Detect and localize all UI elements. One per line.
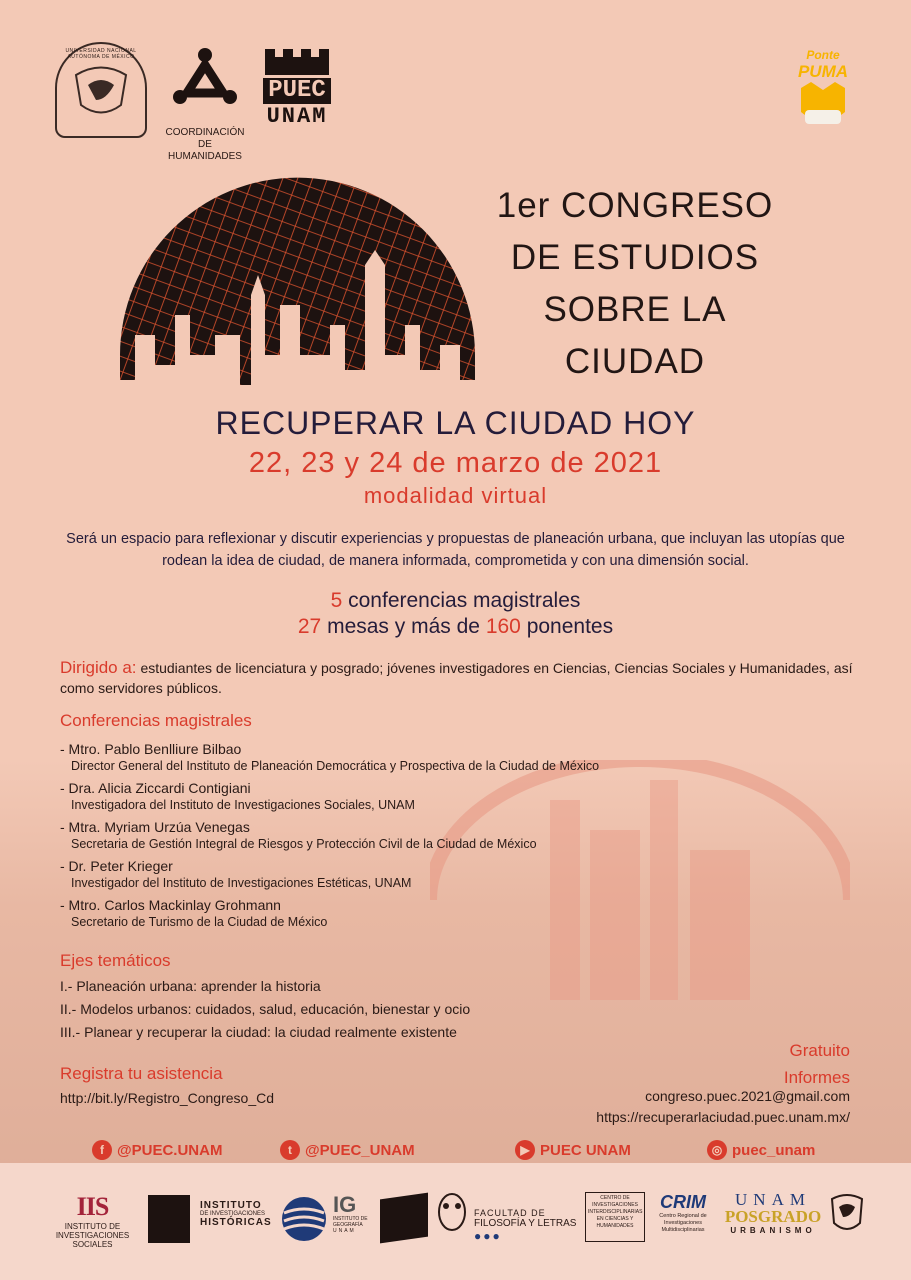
- coordinacion-line1: COORDINACIÓN: [165, 127, 245, 138]
- crim-line1: CRIM: [660, 1192, 706, 1212]
- twitter-icon: t: [280, 1140, 300, 1160]
- event-stats: [0, 588, 911, 640]
- event-title: [470, 180, 800, 388]
- puec-castle-icon: [263, 45, 331, 75]
- speaker-list: [60, 740, 780, 935]
- conferences-heading: Conferencias magistrales: [60, 711, 252, 730]
- ffyl-logo: [474, 1208, 584, 1243]
- crim-logo: [652, 1192, 714, 1234]
- speaker-role: Investigadora del Instituto de Investigaciones Sociales, UNAM: [71, 798, 415, 812]
- iih-emblem: [148, 1195, 190, 1243]
- eje-item: III.- Planear y recuperar la ciudad: la ciudad realmente existente: [60, 1024, 457, 1040]
- instagram-icon: ◎: [707, 1140, 727, 1160]
- instagram-handle: puec_unam: [732, 1141, 816, 1159]
- event-description: Será un espacio para reflexionar y discutir experiencias y propuestas de planeación urbana, que incluyan las utopías que rodean la idea de ciudad, de manera informada, comprometida y con una dimensión social.: [66, 531, 845, 569]
- unam-eagle-icon: [66, 55, 136, 125]
- speaker-role: Director General del Instituto de Planeación Democrática y Prospectiva de la Ciudad de México: [71, 759, 600, 773]
- city-skyline-illustration: [120, 155, 475, 385]
- info-label: Informes: [783, 1068, 850, 1087]
- title-line1: 1er CONGRESO: [496, 186, 774, 225]
- speaker-role: Secretaria de Gestión Integral de Riesgos y Protección Civil de la Ciudad de México: [71, 837, 537, 851]
- ig-line1: IG: [333, 1192, 357, 1217]
- facebook-handle: @PUEC.UNAM: [117, 1141, 223, 1159]
- ponte-puma-line2: PUMA: [797, 62, 849, 81]
- posgrado-line1: UNAM: [735, 1190, 811, 1209]
- audience-section: [60, 658, 860, 698]
- audience-text: estudiantes de licenciatura y posgrado; jóvenes investigadores en Ciencias, Ciencias Sociales y Humanidades, así como servidores públicos.: [60, 660, 853, 696]
- unam-small-seal-icon: [830, 1193, 864, 1233]
- ponte-puma-line1: Ponte: [806, 48, 840, 62]
- coordinacion-line2: DE HUMANIDADES: [168, 139, 242, 162]
- iih-line2: DE INVESTIGACIONES: [200, 1211, 266, 1217]
- ig-logo: [333, 1194, 375, 1234]
- posgrado-line3: URBANISMO: [730, 1226, 816, 1235]
- conferences-count: 5: [330, 589, 343, 612]
- title-line2: DE ESTUDIOS: [510, 238, 760, 277]
- speaker-item: [60, 896, 780, 931]
- coordinacion-humanidades-logo: [160, 45, 250, 163]
- ejes-list: [60, 975, 470, 1044]
- ig-line3: UNAM: [333, 1228, 356, 1234]
- ffyl-dots-icon: ●●●: [474, 1229, 502, 1243]
- speaker-name: - Mtro. Pablo Benlliure Bilbao: [60, 741, 242, 757]
- speaker-name: - Dra. Alicia Ziccardi Contigiani: [60, 780, 251, 796]
- speaker-name: - Mtra. Myriam Urzúa Venegas: [60, 819, 250, 835]
- eje-item: I.- Planeación urbana: aprender la historia: [60, 978, 321, 994]
- puma-mask-icon: [795, 82, 851, 128]
- free-label: Gratuito: [789, 1041, 850, 1060]
- ig-globe-icon: [280, 1195, 328, 1243]
- iih-logo: [200, 1200, 275, 1228]
- puec-unam-logo: [263, 45, 331, 129]
- youtube-handle: PUEC UNAM: [540, 1141, 631, 1159]
- website-link[interactable]: https://recuperarlaciudad.puec.unam.mx/: [596, 1109, 850, 1125]
- crim-line2: Centro Regional de Investigaciones Multidisciplinarias: [659, 1213, 707, 1233]
- speakers-count: 160: [485, 615, 521, 638]
- iih-line1: INSTITUTO: [200, 1200, 262, 1211]
- speaker-item: [60, 740, 780, 775]
- contact-email[interactable]: congreso.puec.2021@gmail.com: [645, 1088, 850, 1104]
- speaker-role: Investigador del Instituto de Investigaciones Estéticas, UNAM: [71, 876, 412, 890]
- conferences-label: conferencias magistrales: [348, 589, 581, 612]
- posgrado-urbanismo-logo: [718, 1192, 828, 1235]
- social-facebook[interactable]: [92, 1140, 222, 1160]
- ejes-heading: Ejes temáticos: [60, 951, 171, 970]
- event-subtitle: RECUPERAR LA CIUDAD HOY: [215, 405, 696, 441]
- speaker-name: - Dr. Peter Krieger: [60, 858, 173, 874]
- registration-link[interactable]: http://bit.ly/Registro_Congreso_Cd: [60, 1090, 274, 1106]
- youtube-icon: ▶: [515, 1140, 535, 1160]
- ffyl-line1: FACULTAD DE: [474, 1208, 546, 1218]
- registration-label: Registra tu asistencia: [60, 1064, 223, 1083]
- ffyl-line2: FILOSOFÍA Y LETRAS: [474, 1218, 577, 1229]
- puec-line2: UNAM: [266, 104, 328, 129]
- social-twitter[interactable]: [280, 1140, 415, 1160]
- iis-line2: SOCIALES: [72, 1240, 113, 1249]
- speaker-item: [60, 818, 780, 853]
- event-dates: 22, 23 y 24 de marzo de 2021: [248, 447, 663, 479]
- speaker-name: - Mtro. Carlos Mackinlay Grohmann: [60, 897, 281, 913]
- tables-count: 27: [297, 615, 322, 638]
- eje-item: II.- Modelos urbanos: cuidados, salud, educación, bienestar y ocio: [60, 1001, 471, 1017]
- speaker-item: [60, 779, 780, 814]
- ceiich-logo: CENTRO DE INVESTIGACIONES INTERDISCIPLINARIAS EN CIENCIAS Y HUMANIDADES: [585, 1192, 645, 1242]
- posgrado-line2: POSGRADO: [724, 1207, 822, 1226]
- iie-logo: [380, 1193, 428, 1244]
- twitter-handle: @PUEC_UNAM: [305, 1141, 415, 1159]
- social-instagram[interactable]: [707, 1140, 815, 1160]
- speakers-label: ponentes: [526, 615, 614, 638]
- iis-line1: INSTITUTO DE INVESTIGACIONES: [55, 1222, 130, 1240]
- iih-line3: HISTÓRICAS: [200, 1217, 272, 1228]
- speaker-item: [60, 857, 780, 892]
- audience-label: Dirigido a:: [60, 658, 137, 677]
- event-mode: modalidad virtual: [363, 483, 548, 508]
- ponte-puma-logo: [790, 48, 856, 131]
- ig-line2: INSTITUTO DE GEOGRAFÍA: [333, 1216, 368, 1228]
- unam-seal-label: UNIVERSIDAD NACIONAL AUTÓNOMA DE MÉXICO: [65, 48, 137, 60]
- title-line4: CIUDAD: [564, 342, 706, 381]
- social-youtube[interactable]: [515, 1140, 631, 1160]
- speaker-role: Secretario de Turismo de la Ciudad de México: [71, 915, 328, 929]
- ffyl-owl-icon: [435, 1190, 469, 1240]
- puec-line1: PUEC: [263, 78, 331, 104]
- tables-label: mesas y más de: [327, 615, 480, 638]
- iis-logo: IIS INSTITUTO DE INVESTIGACIONES SOCIALES: [45, 1192, 140, 1249]
- title-line3: SOBRE LA: [543, 290, 727, 329]
- facebook-icon: f: [92, 1140, 112, 1160]
- coordinacion-hexagon-icon: [168, 45, 242, 119]
